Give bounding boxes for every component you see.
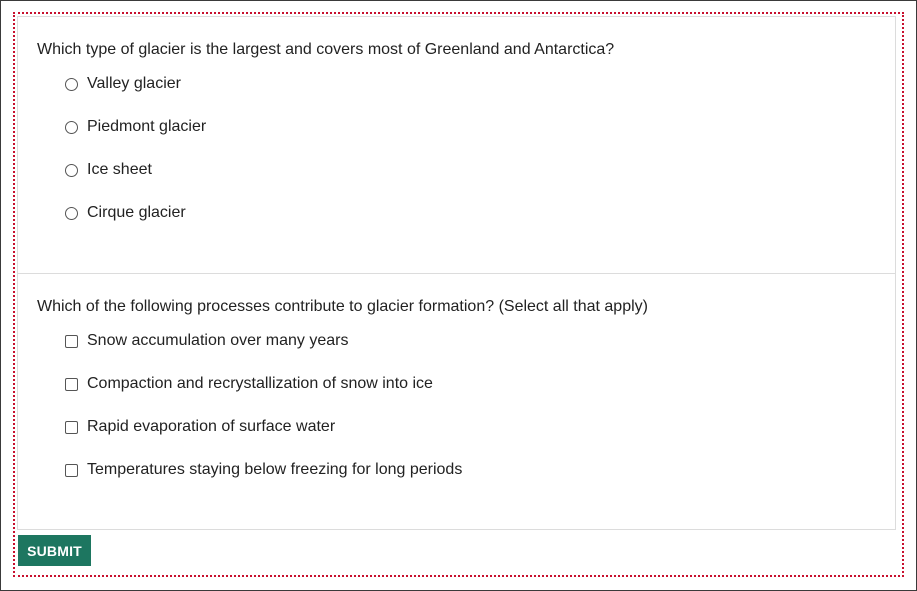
checkbox[interactable] [65, 464, 78, 477]
q1-option-valley-glacier[interactable] [65, 73, 181, 95]
option-label: Rapid evaporation of surface water [87, 418, 336, 435]
q1-option-ice-sheet[interactable] [65, 159, 152, 181]
radio-button[interactable] [65, 121, 78, 134]
option-label: Compaction and recrystallization of snow into ice [87, 375, 433, 392]
option-label: Cirque glacier [87, 204, 186, 221]
option-label: Temperatures staying below freezing for long periods [87, 461, 463, 478]
option-label: Snow accumulation over many years [87, 332, 349, 349]
q2-option-snow-accumulation[interactable] [65, 330, 348, 352]
q2-option-rapid-evaporation[interactable] [65, 416, 335, 438]
question-2 [18, 274, 895, 529]
question-2-text: Which of the following processes contribute to glacier formation? (Select all that apply) [37, 298, 648, 315]
checkbox[interactable] [65, 421, 78, 434]
option-label: Ice sheet [87, 161, 152, 178]
submit-button[interactable]: SUBMIT [18, 535, 91, 566]
checkbox[interactable] [65, 335, 78, 348]
option-label: Piedmont glacier [87, 118, 207, 135]
radio-button[interactable] [65, 207, 78, 220]
question-1-text: Which type of glacier is the largest and covers most of Greenland and Antarctica? [37, 41, 615, 58]
radio-button[interactable] [65, 78, 78, 91]
question-1 [18, 17, 895, 274]
q2-option-compaction[interactable] [65, 373, 433, 395]
q1-option-cirque-glacier[interactable] [65, 202, 186, 224]
questions-panel [17, 16, 896, 530]
radio-button[interactable] [65, 164, 78, 177]
checkbox[interactable] [65, 378, 78, 391]
q1-option-piedmont-glacier[interactable] [65, 116, 206, 138]
q2-option-below-freezing[interactable] [65, 459, 462, 481]
option-label: Valley glacier [87, 75, 181, 92]
